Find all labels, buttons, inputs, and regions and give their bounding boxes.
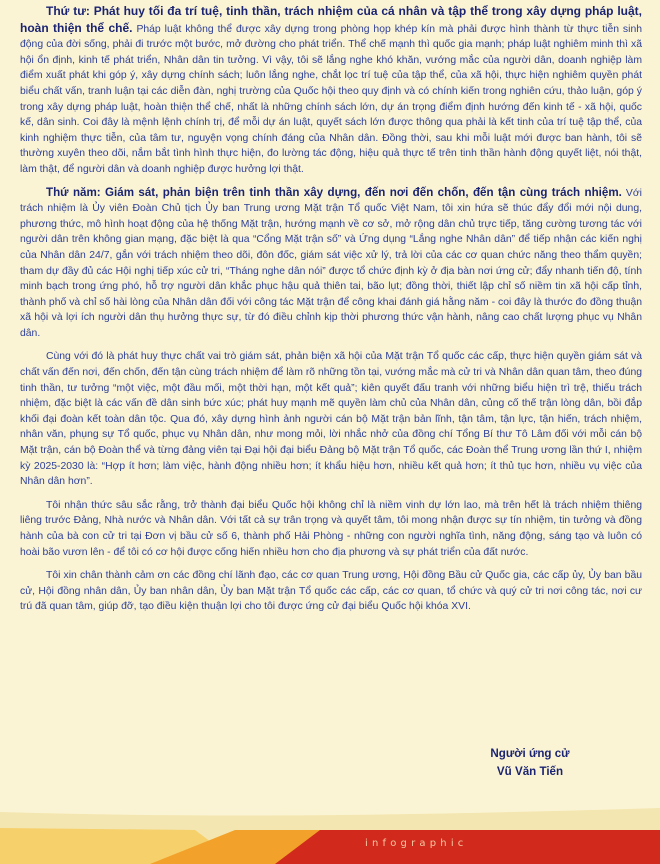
paragraph-thanks <box>20 568 642 615</box>
paragraph-text: Tôi nhận thức sâu sắc rằng, trở thành đại biểu Quốc hội không chỉ là niềm vinh dự lớn lao, mà trên hết là trách nhiệm thiêng liêng trước Đảng, Nhà nước và Nhân dân. Với tất cả sự trân trọng và quyết tâm, tôi mong nhận được sự tín nhiệm, tin tưởng và đồng hành của bà con cử tri tại Đơn vị bầu cử số 6, thành phố Hải Phòng - những con người nghĩa tình, năng động, sáng tạo và luôn có hoài bão vươn lên - để tôi có cơ hội được cống hiến nhiều hơn cho địa phương và sự phát triển của đất nước. <box>20 499 642 558</box>
paragraph-text: Với trách nhiệm là Ủy viên Đoàn Chủ tịch Ủy ban Trung ương Mặt trận Tổ quốc Việt Nam, tôi xin hứa sẽ thúc đẩy đổi mới nội dung, phương thức, mô hình hoạt động của hệ thống Mặt trận, hướng mạnh về cơ sở, mở rộng dân chủ trực tiếp, tăng cường tương tác với người dân trên không gian mạng, đặc biệt là qua “Cổng Mặt trận số” và Ứng dụng “Lắng nghe Nhân dân” để tiếp nhận các kiến nghị của Nhân dân 24/7, gắn với trách nhiệm theo dõi, đôn đốc, giám sát việc xử lý, trả lời của các cơ quan chức năng theo thẩm quyền; tham dự đầy đủ các Hội nghị tiếp xúc cử tri, “Tháng nghe dân nói” được tổ chức định kỳ ở địa bàn nơi ứng cử; đẩy nhanh tiến độ, tính minh bạch trong ứng phó, hỗ trợ người dân khắc phục hậu quả thiên tai, bão lụt; đồng thời, thiết lập chỉ số niềm tin xã hội cấp tỉnh, thành phố và chỉ số hài lòng của Nhân dân đối với công tác Mặt trận để công khai đánh giá hằng năm - coi đây là thước đo đồng thuận xã hội và lợi ích người dân thụ hưởng thực sự, từ đó điều chỉnh kịp thời phương thức vận hành, nâng cao chất lượng phục vụ Nhân dân. <box>20 187 642 339</box>
paragraph-commitment <box>20 498 642 560</box>
signature-role: Người ứng cử <box>490 747 570 760</box>
paragraph-lead: Thứ năm: Giám sát, phản biện trên tinh thần xây dựng, đến nơi đến chốn, đến tận cùng trách nhiệm. <box>46 185 622 199</box>
paragraph-lead: Thứ tư: Phát huy tối đa trí tuệ, tinh thần, trách nhiệm của cá nhân và tập thể trong xây dựng pháp luật, hoàn thiện thể chế. <box>20 4 642 35</box>
paragraph-text: Tôi xin chân thành cảm ơn các đồng chí lãnh đạo, các cơ quan Trung ương, Hội đồng Bầu cử Quốc gia, các cấp ủy, Ủy ban bầu cử, Hội đồng nhân dân, Ủy ban nhân dân, Ủy ban Mặt trận Tổ quốc các cấp, các cơ quan, tổ chức và quý cử tri nơi công tác, nơi cư trú đã quan tâm, giúp đỡ, tạo điều kiện thuận lợi cho tôi được ứng cử đại biểu Quốc hội khóa XVI. <box>20 570 642 613</box>
paragraph-text: Cùng với đó là phát huy thực chất vai trò giám sát, phản biện xã hội của Mặt trận Tổ quốc các cấp, thực hiện quyền giám sát và chất vấn đến nơi, đến chốn, đến tận cùng trách nhiệm để làm rõ những tồn tại, vướng mắc mà cử tri và Nhân dân quan tâm, theo đúng tinh thần, tư tưởng “một việc, một đầu mối, một thời hạn, một kết quả”; kiên quyết đấu tranh với những biểu hiện trì trệ, thiếu trách nhiệm, đặc biệt là các vấn đề dân sinh bức xúc; phát huy mạnh mẽ quyền làm chủ của Nhân dân, củng cố thế trận lòng dân, bồi đắp khối đại đoàn kết toàn dân tộc. Qua đó, xây dựng hình ảnh người cán bộ Mặt trận bản lĩnh, tận tâm, tận lực, tận hiến, trách nhiệm, nhân văn, phụng sự Tổ quốc, phục vụ Nhân dân, như mong mỏi, lời nhắc nhở của đồng chí Tổng Bí thư Tô Lâm đối với mỗi cán bộ Mặt trận, cán bộ Đoàn thể và từng đảng viên tại Đại hội đại biểu Đảng bộ Mặt trận Tổ quốc, các Đoàn thể Trung ương lần thứ I, nhiệm kỳ 2025-2030 là: “Hợp ít hơn; làm việc, hành động nhiều hơn; ít khẩu hiệu hơn, nhiều kết quả hơn; ít thủ tục hơn, nhiều vụ việc của Nhân dân hơn”. <box>20 351 642 488</box>
signature-name: Vũ Văn Tiến <box>496 765 564 778</box>
paragraph-fifth-commitment <box>20 185 642 342</box>
letter-body <box>20 4 642 623</box>
paragraph-text: Pháp luật không thể được xây dựng trong phòng họp khép kín mà phải được hình thành từ thực tiễn sinh động của đời sống, phải đi trước một bước, mở đường cho phát triển. Thể chế mạnh thì quốc gia mạnh; pháp luật nghiêm minh thì xã hội ổn định, kinh tế phát triển, Nhân dân tin tưởng. Vì vậy, tôi sẽ lắng nghe khó khăn, vướng mắc của người dân, doanh nghiệp làm điểm xuất phát khi góp ý, xây dựng chính sách; luôn lắng nghe, chắt lọc trí tuệ của tập thể, của xã hội, thực hiện nghiêm quyền phát biểu chất vấn, tranh luận tại các diễn đàn, nghị trường của Quốc hội theo quy định và có chính kiến trong nghiên cứu, thảo luận, góp ý trong xây dựng pháp luật, hoàn thiện thể chế, nhất là những chính sách lớn, dự án trọng điểm định hướng đến kinh tế - xã hội, quốc kế, dân sinh. Coi đây là mệnh lệnh chính trị, để mỗi dự án luật, quyết sách lớn được thông qua phải là kết tinh của trí tuệ tập thể, của kinh nghiệm thực tiễn, của tâm tư, nguyện vọng chính đáng của Nhân dân. Đồng thời, sau khi mỗi luật mới được ban hành, tôi sẽ thường xuyên theo dõi, nắm bắt tình hình thực hiện, đo lường tác động, hiệu quả thực tế trên tinh thần hành động quyết liệt, nói thật, làm thật, để người dân và doanh nghiệp được hưởng lợi thật. <box>20 23 642 175</box>
footer-wave-graphic <box>0 806 660 864</box>
paragraph-fourth-commitment <box>20 4 642 178</box>
paragraph-supervision <box>20 349 642 489</box>
footer-banner <box>0 806 660 864</box>
signature-block <box>455 745 605 781</box>
footer-label: infographic <box>365 838 468 849</box>
